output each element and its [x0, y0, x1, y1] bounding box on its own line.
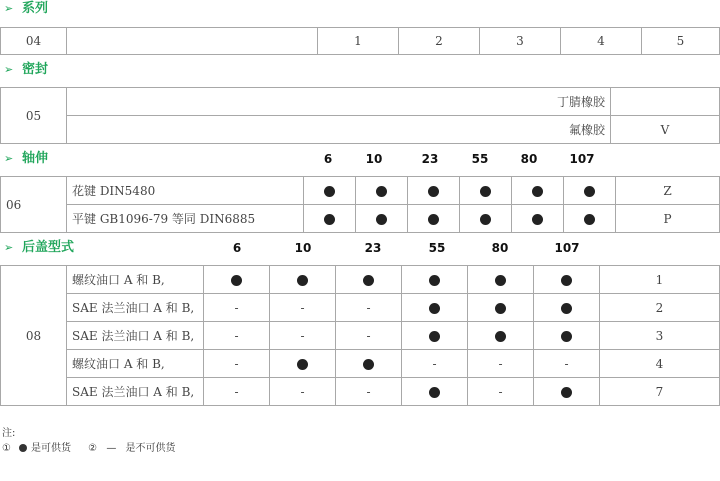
availability-cell: [402, 294, 468, 322]
availability-cell: [336, 322, 402, 350]
availability-cell: [336, 294, 402, 322]
seal-label: 丁腈橡胶: [67, 88, 611, 116]
cover-value: 3: [600, 322, 720, 350]
cover-size-header: 55: [428, 241, 446, 255]
filled-dot-icon: [429, 331, 440, 342]
dash-symbol: -: [234, 384, 239, 399]
availability-cell: [336, 266, 402, 294]
availability-dot: [564, 205, 616, 233]
note-text: 是可供货: [30, 443, 71, 454]
series-option: 4: [561, 28, 642, 55]
availability-cell: [468, 378, 534, 406]
availability-cell: [204, 266, 270, 294]
dash-symbol: -: [300, 384, 305, 399]
filled-dot-icon: [495, 331, 506, 342]
availability-cell: [204, 350, 270, 378]
cover-code: 08: [1, 266, 67, 406]
seal-value: [611, 88, 720, 116]
filled-dot-icon: [561, 387, 572, 398]
cover-label: SAE 法兰油口 A 和 B,: [67, 294, 204, 322]
shaft-value: Z: [616, 177, 720, 205]
dash-symbol: -: [498, 384, 503, 399]
cover-label: 螺纹油口 A 和 B,: [67, 350, 204, 378]
filled-dot-icon: [495, 303, 506, 314]
availability-cell: [534, 378, 600, 406]
shaft-size-header: 80: [520, 152, 538, 166]
dash-symbol: -: [564, 356, 569, 371]
availability-dot: [304, 205, 356, 233]
section-seal: [4, 61, 48, 79]
cover-size-header: 10: [294, 241, 312, 255]
arrow-bullet-icon: ➢: [4, 241, 14, 254]
filled-dot-icon: [19, 444, 27, 452]
section-title: 密封: [22, 62, 49, 77]
section-title: 系列: [22, 1, 49, 16]
availability-cell: [402, 378, 468, 406]
filled-dot-icon: [297, 359, 308, 370]
filled-dot-icon: [429, 275, 440, 286]
shaft-label: 花键 DIN5480: [67, 177, 304, 205]
availability-cell: [468, 350, 534, 378]
dash-symbol: -: [300, 328, 305, 343]
availability-dot: [460, 205, 512, 233]
seal-code: 05: [1, 88, 67, 144]
notes-title: 注:: [2, 428, 16, 439]
availability-cell: [270, 350, 336, 378]
availability-cell: [270, 266, 336, 294]
availability-cell: [402, 350, 468, 378]
seal-value: V: [611, 116, 720, 144]
series-option: 1: [318, 28, 399, 55]
availability-dot: [356, 205, 408, 233]
dash-symbol: -: [366, 384, 371, 399]
shaft-size-header: 55: [471, 152, 489, 166]
dash-symbol: -: [234, 356, 239, 371]
availability-dot: [564, 177, 616, 205]
arrow-bullet-icon: ➢: [4, 2, 14, 15]
availability-cell: [534, 294, 600, 322]
filled-dot-icon: [231, 275, 242, 286]
series-code: 04: [1, 28, 67, 55]
availability-dot: [512, 205, 564, 233]
availability-cell: [402, 322, 468, 350]
series-option: 3: [480, 28, 561, 55]
cover-value: 2: [600, 294, 720, 322]
availability-cell: [534, 350, 600, 378]
filled-dot-icon: [429, 303, 440, 314]
shaft-table: [0, 176, 720, 233]
cover-size-header: 107: [554, 241, 580, 255]
filled-dot-icon: [495, 275, 506, 286]
availability-cell: [270, 322, 336, 350]
series-table: [0, 27, 720, 55]
filled-dot-icon: [429, 387, 440, 398]
filled-dot-icon: [297, 275, 308, 286]
section-cover: [4, 239, 74, 257]
filled-dot-icon: [561, 275, 572, 286]
seal-table: [0, 87, 720, 144]
availability-dot: [408, 205, 460, 233]
dash-symbol: -: [498, 356, 503, 371]
section-shaft: [4, 150, 48, 168]
availability-cell: [270, 294, 336, 322]
section-title: 后盖型式: [22, 240, 75, 255]
availability-cell: [468, 294, 534, 322]
section-title: 轴伸: [22, 151, 49, 166]
cover-label: 螺纹油口 A 和 B,: [67, 266, 204, 294]
dash-symbol: -: [366, 300, 371, 315]
arrow-bullet-icon: ➢: [4, 152, 14, 165]
availability-dot: [304, 177, 356, 205]
availability-cell: [204, 322, 270, 350]
note-number: ①: [2, 443, 11, 454]
cover-value: 1: [600, 266, 720, 294]
availability-cell: [204, 378, 270, 406]
dash-symbol: -: [234, 300, 239, 315]
availability-dot: [512, 177, 564, 205]
availability-cell: [336, 378, 402, 406]
series-option: 5: [642, 28, 720, 55]
cover-size-header: 23: [364, 241, 382, 255]
cover-label: SAE 法兰油口 A 和 B,: [67, 322, 204, 350]
dash-symbol: -: [234, 328, 239, 343]
cover-size-header: 6: [232, 241, 242, 255]
availability-dot: [460, 177, 512, 205]
availability-cell: [336, 350, 402, 378]
series-option: 2: [399, 28, 480, 55]
availability-cell: [534, 266, 600, 294]
note-text: 是不可供货: [125, 443, 176, 454]
seal-label: 氟橡胶: [67, 116, 611, 144]
cover-value: 4: [600, 350, 720, 378]
availability-cell: [468, 266, 534, 294]
availability-cell: [270, 378, 336, 406]
dash-symbol: -: [432, 356, 437, 371]
availability-dot: [356, 177, 408, 205]
availability-cell: [468, 322, 534, 350]
dash-symbol: -: [300, 300, 305, 315]
availability-cell: [402, 266, 468, 294]
shaft-code: 06: [1, 177, 67, 233]
shaft-size-header: 10: [365, 152, 383, 166]
notes-legend: [2, 439, 176, 454]
dash-symbol: -: [366, 328, 371, 343]
filled-dot-icon: [561, 331, 572, 342]
availability-cell: [204, 294, 270, 322]
section-series: [4, 0, 48, 18]
cover-value: 7: [600, 378, 720, 406]
shaft-value: P: [616, 205, 720, 233]
filled-dot-icon: [561, 303, 572, 314]
shaft-label: 平键 GB1096-79 等同 DIN6885: [67, 205, 304, 233]
arrow-bullet-icon: ➢: [4, 63, 14, 76]
availability-dot: [408, 177, 460, 205]
note-number: ②: [88, 443, 98, 454]
cover-table: [0, 265, 720, 406]
shaft-size-header: 23: [421, 152, 439, 166]
shaft-size-header: 6: [323, 152, 333, 166]
shaft-size-header: 107: [569, 152, 595, 166]
filled-dot-icon: [363, 275, 374, 286]
dash-symbol: —: [106, 443, 117, 454]
empty-cell: [67, 28, 318, 55]
cover-label: SAE 法兰油口 A 和 B,: [67, 378, 204, 406]
cover-size-header: 80: [491, 241, 509, 255]
filled-dot-icon: [363, 359, 374, 370]
availability-cell: [534, 322, 600, 350]
